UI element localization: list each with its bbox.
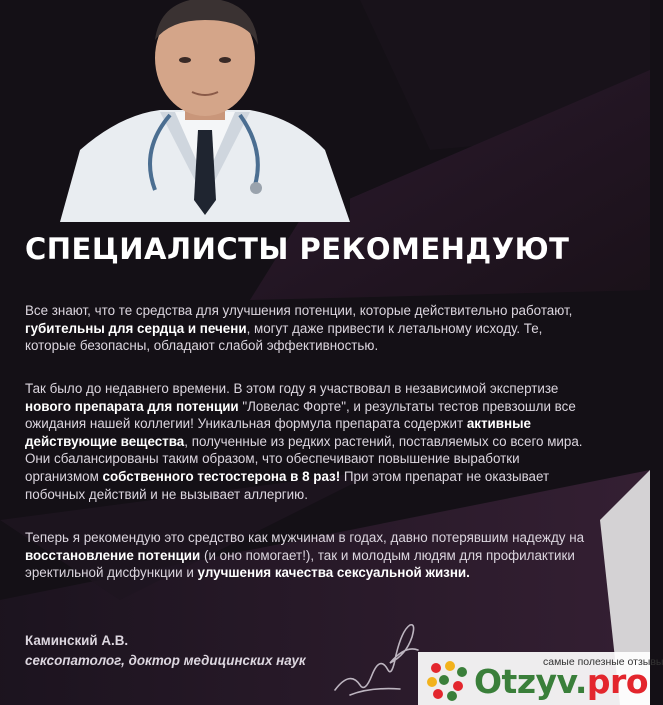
p3-text-1: Теперь я рекомендую это средство как мужчинам в годах, давно потерявшим надежду на — [25, 530, 585, 545]
paragraph-recommendation — [25, 529, 590, 582]
p3-bold-1: восстановление потенции — [25, 547, 201, 563]
watermark-caption: самые полезные отзывы — [543, 656, 663, 668]
watermark-logo-tld: pro — [586, 662, 648, 701]
p3-bold-2: улучшения качества сексуальной жизни. — [197, 565, 470, 581]
watermark-logo[interactable] — [474, 662, 648, 702]
p2-text-2: "Ловелас Форте", и результаты тестов превзошли все ожидания нашей коллегии! Уникальная формула препарата содержит — [25, 398, 576, 432]
author-title: сексопатолог, доктор медицинских наук — [25, 653, 306, 668]
p2-bold-1: нового препарата для потенции — [25, 398, 239, 414]
p2-text-4: При этом препарат не оказывает побочных действий и не вызывает аллергию. — [25, 468, 550, 502]
p1-bold-1: губительны для сердца и печени — [25, 320, 247, 336]
p2-bold-3: собственного тестостерона в 8 раз! — [102, 468, 341, 484]
watermark-logo-dot: . — [574, 662, 587, 701]
p2-text-1: Так было до недавнего времени. В этом году я участвовал в независимой экспертизе — [25, 381, 559, 396]
p2-bold-2: активные действующие вещества — [25, 416, 531, 449]
signature — [330, 615, 420, 700]
page-title: СПЕЦИАЛИСТЫ РЕКОМЕНДУЮТ — [25, 232, 570, 266]
author-name: Каминский А.В. — [25, 633, 129, 648]
doctor-photo — [60, 0, 350, 222]
paragraph-expertise — [25, 380, 590, 503]
p2-text-3: , полученные из редких растений, поставляемых со всего мира. Они сбалансированы таким образом, что обеспечивают повышение выработки организмом — [25, 433, 583, 484]
p1-text-2: , могут даже привести к летальному исходу. Те, которые безопасны, обладают слабой эффективностью. — [25, 320, 543, 354]
paragraph-intro — [25, 302, 590, 355]
watermark-logo-main: Otzyv — [474, 662, 575, 701]
p3-text-2: (и оно помогает!), так и молодым людям для профилактики эректильной дисфункции и — [25, 547, 575, 581]
p1-text-1: Все знают, что те средства для улучшения потенции, которые действительно работают, — [25, 303, 573, 318]
otzyv-logo-icon — [424, 660, 470, 702]
